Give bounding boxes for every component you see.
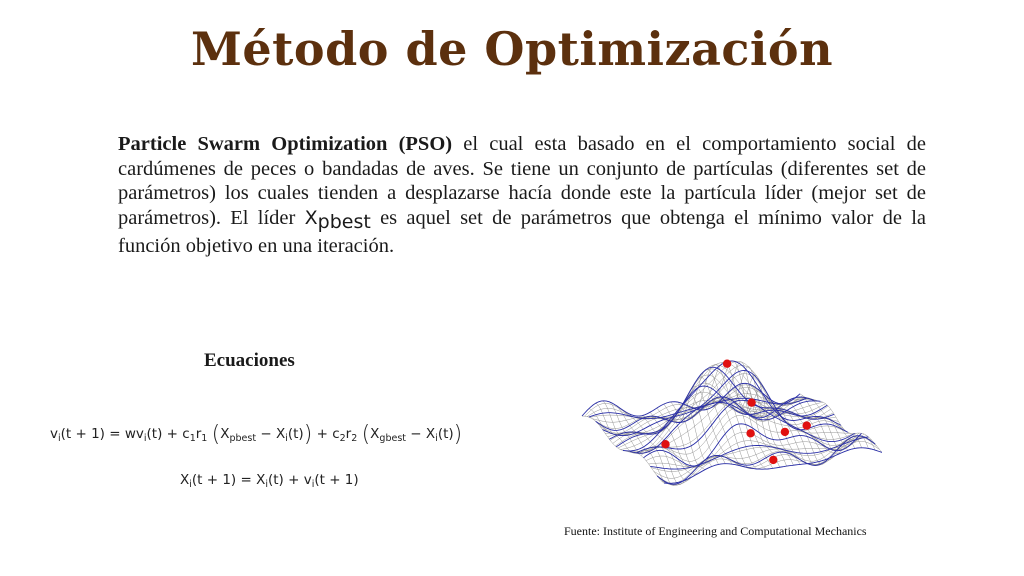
particle-dot [723, 360, 731, 368]
eq1-sub: 1 [201, 433, 208, 444]
equations-heading: Ecuaciones [204, 350, 295, 371]
eq1-part: v [50, 426, 58, 442]
eq2-part: X [180, 472, 190, 488]
eq1-part: X [370, 426, 380, 442]
eq1-part: (t + 1) = wv [60, 426, 144, 442]
eq2-part: (t + 1) [314, 472, 359, 488]
figure-source: Fuente: Institute of Engineering and Computational Mechanics [564, 524, 867, 538]
mesh-line [654, 436, 872, 478]
mesh-line [616, 367, 834, 447]
eq1-sub: 2 [351, 433, 358, 444]
leader-symbol: X [304, 206, 318, 229]
particle-dot [661, 440, 669, 448]
particle-dot [781, 428, 789, 436]
eq1-part: + c [312, 426, 340, 442]
eq1-part: r [195, 426, 202, 442]
eq1-part: X [220, 426, 230, 442]
eq1-open-paren: ( [361, 422, 371, 447]
eq1-sub: 1 [189, 433, 196, 444]
swarm-surface-illustration [566, 298, 882, 498]
description-part-2: es aquel set de parámetros que obtenga el mínimo valor de la función objetivo en una iteración. [118, 206, 926, 257]
eq1-sub: i [143, 433, 147, 444]
pso-bold-lead: Particle Swarm Optimization (PSO) [118, 133, 453, 155]
eq2-part: (t + 1) = X [191, 472, 266, 488]
eq1-sub: 2 [339, 433, 346, 444]
surface-mesh [582, 361, 882, 486]
eq1-part: − X [256, 426, 286, 442]
eq1-close-paren: ) [453, 422, 463, 447]
particle-dot [803, 421, 811, 429]
particle-dot [769, 456, 777, 464]
eq1-part: (t) [437, 426, 454, 442]
eq1-sub: i [285, 433, 288, 444]
eq1-part: r [345, 426, 352, 442]
eq1-sub: pbest [229, 433, 257, 444]
eq1-part: − X [406, 426, 436, 442]
eq1-close-paren: ) [303, 422, 313, 447]
eq1-part: (t) [287, 426, 304, 442]
eq1-sub: i [435, 433, 438, 444]
eq1-part: (t) + c [146, 426, 190, 442]
slide-title: Método de Optimización [190, 22, 834, 76]
eq2-sub: i [189, 479, 192, 490]
eq2-part: (t) + v [267, 472, 312, 488]
mesh-line [610, 383, 828, 440]
mesh-line [609, 386, 827, 439]
eq1-sub: i [58, 433, 61, 444]
pso-description [118, 132, 926, 259]
leader-subscript: pbest [317, 210, 371, 233]
eq1-open-paren: ( [211, 422, 221, 447]
position-equation [180, 472, 359, 490]
particle-dot [746, 429, 754, 437]
particle-dot [747, 398, 755, 406]
eq2-sub: i [311, 479, 315, 490]
velocity-equation [50, 422, 462, 447]
eq1-sub: gbest [379, 433, 407, 444]
eq2-sub: i [265, 479, 268, 490]
description-part-1: el cual esta basado en el comportamiento social de cardúmenes de peces o bandadas de aves. Se tiene un conjunto de partículas (diferentes set de parámetros) los cuales tienden a desplazarse hacía donde este la partícula líder (mejor set de parámetros). El líder [118, 133, 926, 229]
